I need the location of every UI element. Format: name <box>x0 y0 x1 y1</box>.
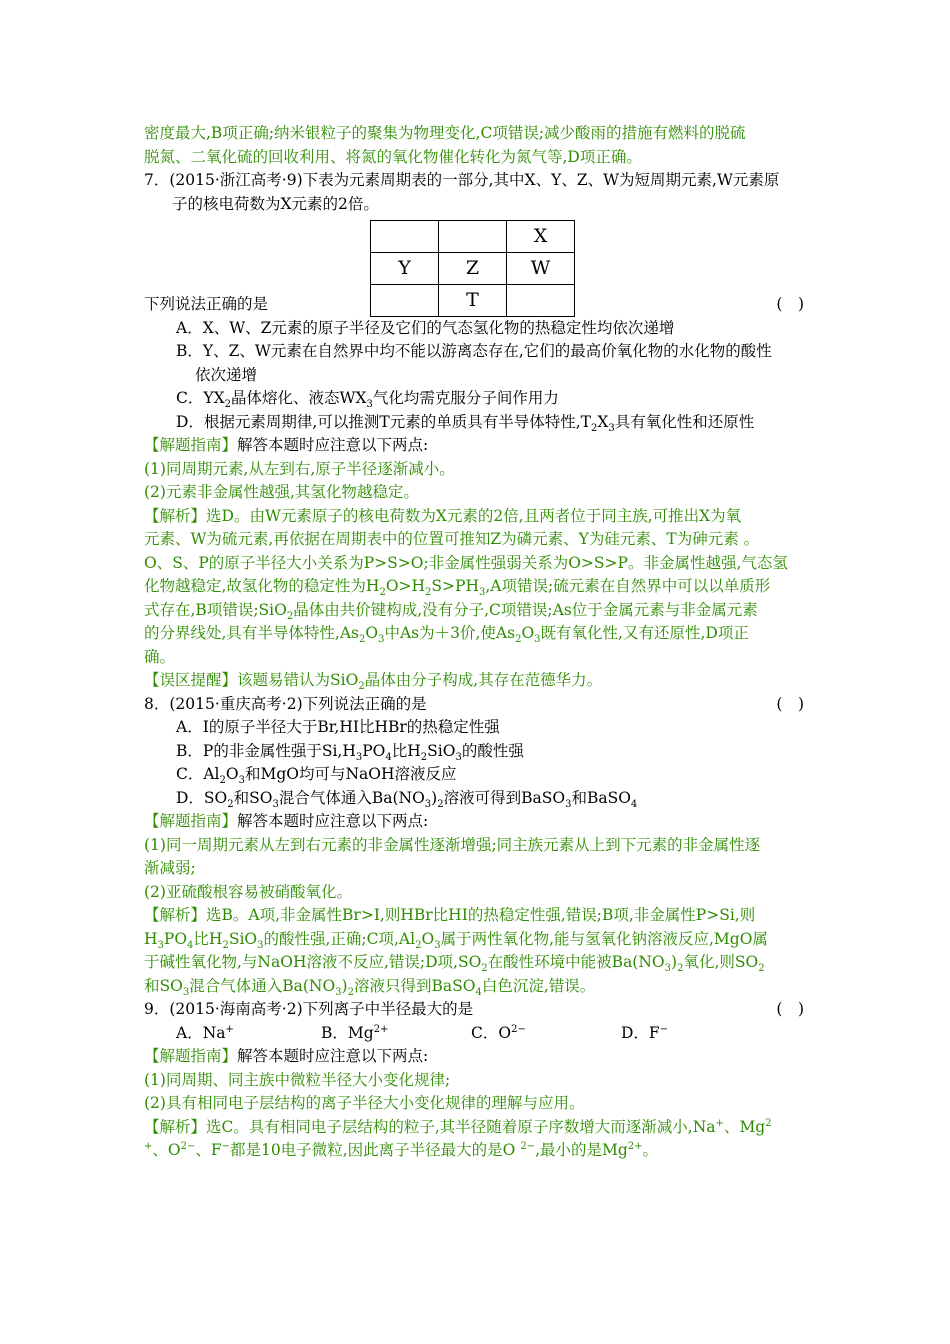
q9-option-c: C．$O^{2-}$ <box>471 1023 526 1042</box>
q8-analysis-4: 和$SO_3$混合气体通入$Ba(NO_3)_2$溶液只得到BaSO$_4$白色沉淀,错误。 <box>144 976 596 998</box>
pt-cell: T <box>439 285 507 317</box>
q7-analysis-5: 式存在,B项错误;SiO$_2$晶体由共价键构成,没有分子,C项错误;As位于金属元素与非金属元素 <box>144 600 758 622</box>
q7-option-b-cont: 依次递增 <box>195 365 258 384</box>
q9-option-d: D．F− <box>621 1023 669 1042</box>
q8-option-c: C．$Al_2O_3$和MgO均可与NaOH溶液反应 <box>176 765 457 787</box>
q8-stem: 8．(2015·重庆高考·2)下列说法正确的是 ( ) <box>144 693 814 717</box>
document-page <box>144 122 814 1163</box>
q8-analysis-3: 于碱性氧化物,与NaOH溶液不反应,错误;D项$,SO_2$在酸性环境中能被$Ba(NO_3)_2$氧化,则$SO_2$ <box>144 953 765 975</box>
q7-stem-line-2: 子的核电荷数为X元素的2倍。 <box>172 194 379 213</box>
q7-guide-point-2: (2)元素非金属性越强,其氢化物越稳定。 <box>144 483 419 501</box>
answer-bracket: ( ) <box>776 1000 804 1018</box>
q7-option-c: C．$YX_2$晶体熔化、液态$WX_3$气化均需克服分子间作用力 <box>176 389 559 411</box>
q9-options <box>144 1022 814 1046</box>
pt-cell <box>439 221 507 253</box>
q7-stem-line-1: 7．(2015·浙江高考·9)下表为元素周期表的一部分,其中X、Y、Z、W为短周期元素,W元素原 <box>144 171 780 189</box>
prev-analysis-line-1: 密度最大,B项正确;纳米银粒子的聚集为物理变化,C项错误;减少酸雨的措施有燃料的脱硫 <box>144 124 746 142</box>
prev-analysis-line-2: 脱氮、二氧化硫的回收利用、将氮的氧化物催化转化为氮气等,D项正确。 <box>144 147 642 166</box>
q7-analysis-2: 元素、W为硫元素,再依据在周期表中的位置可推知Z为磷元素、Y为硅元素、T为砷元素 。 <box>144 530 760 548</box>
q9-analysis-1: 【解析】选C。具有相同电子层结构的粒子,其半径随着原子序数增大而逐渐减小,Na+、Mg$^2$ <box>144 1117 772 1136</box>
pt-cell <box>371 221 439 253</box>
pt-cell: W <box>507 253 575 285</box>
q9-stem: 9．(2015·海南高考·2)下列离子中半径最大的是 ( ) <box>144 998 814 1022</box>
q7-analysis-3: O、S、P的原子半径大小关系为P>S>O;非金属性强弱关系为O>S>P。非金属性越强,气态氢 <box>144 553 788 572</box>
q9-guide-point-1: (1)同周期、同主族中微粒半径大小变化规律; <box>144 1070 451 1089</box>
q9-guide-point-2: (2)具有相同电子层结构的离子半径大小变化规律的理解与应用。 <box>144 1094 585 1112</box>
q7-option-a: A．X、W、Z元素的原子半径及它们的气态氢化物的热稳定性均依次递增 <box>176 318 675 337</box>
q7-guide-point-1: (1)同周期元素,从左到右,原子半径逐渐减小。 <box>144 459 455 478</box>
pt-cell: X <box>507 221 575 253</box>
q8-option-d: D．$SO_2$和$SO_3$混合气体通入$Ba(NO_3)_2$溶液可得到BaSO$_3$和BaSO$_4$ <box>176 788 638 810</box>
q8-guide-point-1: (1)同一周期元素从左到右元素的非金属性逐渐增强;同主族元素从上到下元素的非金属性逐 <box>144 835 761 854</box>
q7-option-b: B．Y、Z、W元素在自然界中均不能以游离态存在,它们的最高价氧化物的水化物的酸性 <box>176 342 772 360</box>
q7-analysis-4: 化物越稳定,故氢化物的稳定性为$H_2O>H_2S>PH_3,A$项错误;硫元素在自然界中可以以单质形 <box>144 577 771 599</box>
q7-guide: 【解题指南】解答本题时应注意以下两点: <box>144 436 429 454</box>
q9-guide: 【解题指南】解答本题时应注意以下两点: <box>144 1047 429 1065</box>
answer-bracket: ( ) <box>776 295 804 313</box>
q8-guide-point-1-cont: 渐减弱; <box>144 859 196 877</box>
answer-bracket: ( ) <box>776 694 804 713</box>
q9-option-b: B．$Mg^{2+}$ <box>321 1023 389 1042</box>
q7-analysis-1: 【解析】选D。由W元素原子的核电荷数为X元素的2倍,且两者位于同主族,可推出X为氧 <box>144 506 742 525</box>
q8-guide-point-2: (2)亚硫酸根容易被硝酸氧化。 <box>144 882 352 901</box>
q7-analysis-6: 的分界线处,具有半导体特性$,As_2O_3$中As为＋3价,使$As_2O_3$既有氧化性,又有还原性,D项正 <box>144 624 749 646</box>
pt-cell: Y <box>371 253 439 285</box>
q8-guide: 【解题指南】解答本题时应注意以下两点: <box>144 812 429 830</box>
q8-analysis-1: 【解析】选B。A项,非金属性Br>I,则HBr比HI的热稳定性强,错误;B项,非金属性P>Si,则 <box>144 906 756 924</box>
q8-analysis-2: $H_3PO_4$比$H_2SiO_3$的酸性强,正确;C项$,Al_2O_3$属于两性氧化物,能与氢氧化钠溶液反应,MgO属 <box>144 929 768 951</box>
q8-option-a: A．I的原子半径大于Br,HI比HBr的热稳定性强 <box>176 718 500 736</box>
q7-analysis-7: 确。 <box>144 647 176 666</box>
q9-analysis-2: +、$O^{2-}$、F−都是10电子微粒,因此离子半径最大的是O $^{2-}$,最小的是$Mg^{2+}$。 <box>144 1140 659 1159</box>
q7-prompt: 下列说法正确的是 ( ) <box>144 293 814 317</box>
q7-option-d: D．根据元素周期律,可以推测T元素的单质具有半导体特性$,T_2X_3$具有氧化性和还原性 <box>176 412 755 434</box>
q9-option-a: A．Na+ <box>176 1023 234 1042</box>
pt-cell: Z <box>439 253 507 285</box>
q7-error-note: 【误区提醒】该题易错认为SiO$_2$晶体由分子构成,其存在范德华力。 <box>144 671 603 693</box>
q8-option-b: B．P的非金属性强于$Si,H_3PO_4$比$H_2SiO_3$的酸性强 <box>176 741 524 763</box>
